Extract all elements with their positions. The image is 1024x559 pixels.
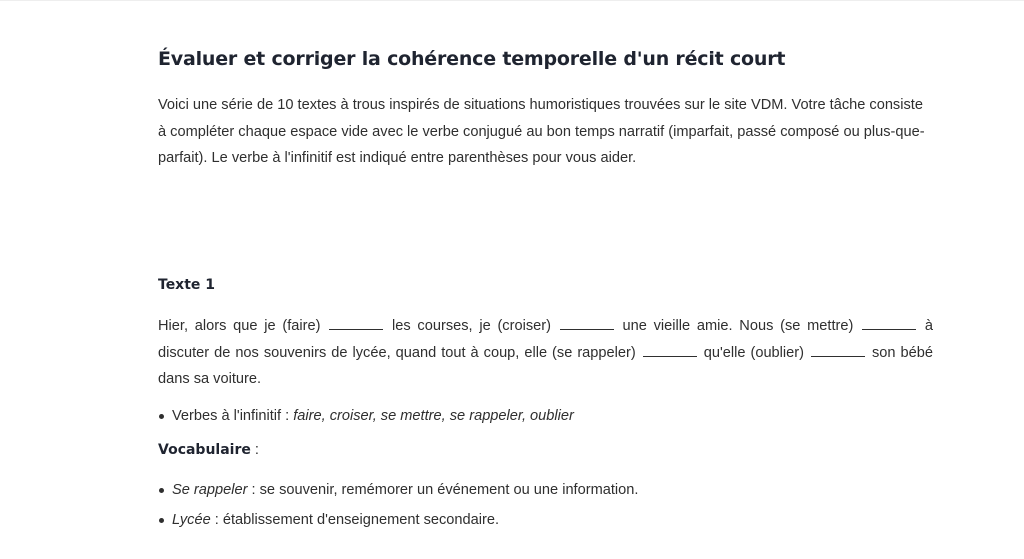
vocab-definition: : établissement d'enseignement secondaire. [210,512,500,528]
infinitif-label: Verbes à l'infinitif : [172,408,294,424]
list-item [158,479,933,501]
vocab-term: Se rappeler [172,482,248,498]
list-item [158,405,933,427]
texte-1-story [158,313,933,393]
vocabulary-heading [158,442,259,458]
blank-field-4[interactable] [643,343,697,357]
page-title: Évaluer et corriger la cohérence temporelle d'un récit court [158,48,786,70]
infinitif-list [158,405,933,427]
vocabulary-heading-label: Vocabulaire [158,442,251,458]
blank-field-1[interactable] [329,316,383,330]
vocabulary-list [158,479,933,539]
story-segment: son bébé dans sa voiture. [158,344,933,387]
intro-paragraph: Voici une série de 10 textes à trous inspirés de situations humoristiques trouvées sur le site VDM. Votre tâche consiste à compléter chaque espace vide avec le verbe conjugué au bon temps narratif (imparfait, passé composé ou plus-que-parfait). Le verbe à l'infinitif est indiqué entre parenthèses pour vous aider. [158,97,925,166]
vocab-term: Lycée [172,512,211,528]
texte-1-heading: Texte 1 [158,277,216,293]
story-segment: les courses, je (croiser) [392,318,551,334]
infinitif-verbs: faire, croiser, se mettre, se rappeler, oublier [293,408,574,424]
bullet-icon [159,518,164,523]
story-segment: à discuter de nos souvenirs de lycée, quand tout à coup, elle (se rappeler) [158,318,934,361]
vocabulary-heading-colon: : [250,442,259,458]
story-segment: Hier, alors que je (faire) [158,318,321,334]
vocab-definition: : se souvenir, remémorer un événement ou une information. [247,482,639,498]
bullet-icon [159,414,164,419]
blank-field-3[interactable] [862,316,916,330]
story-segment: une vieille amie. Nous (se mettre) [622,318,854,334]
blank-field-2[interactable] [560,316,614,330]
top-border [0,0,1024,1]
list-item [158,509,933,531]
blank-field-5[interactable] [811,343,865,357]
bullet-icon [159,488,164,493]
story-segment: qu'elle (oublier) [703,344,804,361]
